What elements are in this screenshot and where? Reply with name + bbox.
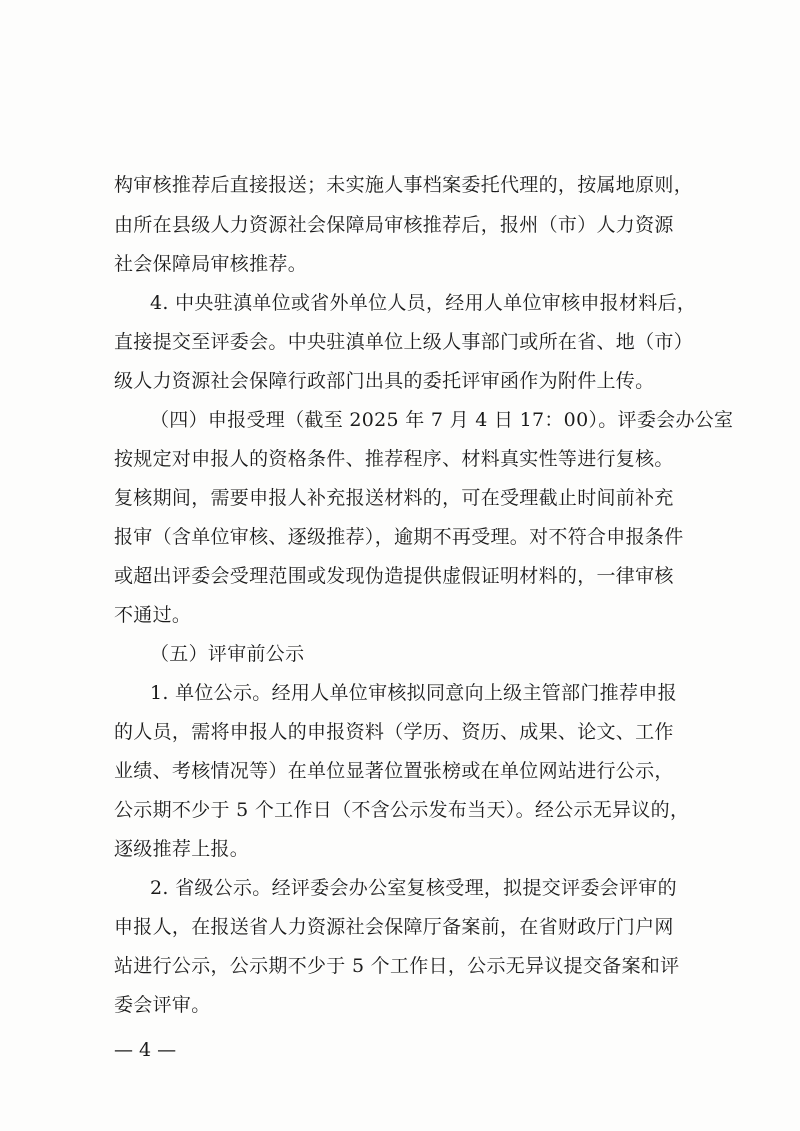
- body-line: 由所在县级人力资源社会保障局审核推荐后，报州（市）人力资源: [114, 214, 674, 236]
- body-line: 的人员，需将申报人的申报资料（学历、资历、成果、论文、工作: [114, 721, 674, 743]
- body-line: 报审（含单位审核、逐级推荐），逾期不再受理。对不符合申报条件: [114, 526, 684, 548]
- body-line: 逐级推荐上报。: [114, 838, 250, 860]
- body-line: 按规定对申报人的资格条件、推荐程序、材料真实性等进行复核。: [114, 448, 674, 470]
- body-line: 2. 省级公示。经评委会办公室复核受理，拟提交评委会评审的: [150, 877, 677, 899]
- body-line: 构审核推荐后直接报送；未实施人事档案委托代理的，按属地原则，: [114, 174, 694, 196]
- body-line: 不通过。: [114, 604, 192, 626]
- body-line: 公示期不少于 5 个工作日（不含公示发布当天）。经公示无异议的，: [114, 799, 690, 821]
- body-line: 4. 中央驻滇单位或省外单位人员，经用人单位审核申报材料后，: [150, 292, 697, 314]
- body-line: 复核期间，需要申报人补充报送材料的，可在受理截止时间前补充: [114, 487, 674, 509]
- body-line: 社会保障局审核推荐。: [114, 253, 308, 275]
- body-line: 或超出评委会受理范围或发现伪造提供虚假证明材料的，一律审核: [114, 565, 674, 587]
- page-number: — 4 —: [114, 1039, 177, 1061]
- body-line: 业绩、考核情况等）在单位显著位置张榜或在单位网站进行公示，: [114, 760, 674, 782]
- section-heading-line: （四）申报受理（截至 2025 年 7 月 4 日 17：00）。评委会办公室: [150, 409, 734, 431]
- body-line: 直接提交至评委会。中央驻滇单位上级人事部门或所在省、地（市）: [114, 331, 694, 353]
- section-heading: （五）评审前公示: [150, 643, 305, 665]
- body-line: 级人力资源社会保障行政部门出具的委托评审函作为附件上传。: [114, 370, 655, 392]
- body-line: 站进行公示，公示期不少于 5 个工作日，公示无异议提交备案和评: [114, 955, 680, 977]
- body-line: 1. 单位公示。经用人单位审核拟同意向上级主管部门推荐申报: [150, 682, 677, 704]
- body-line: 申报人，在报送省人力资源社会保障厅备案前，在省财政厅门户网: [114, 916, 674, 938]
- body-line: 委会评审。: [114, 994, 211, 1016]
